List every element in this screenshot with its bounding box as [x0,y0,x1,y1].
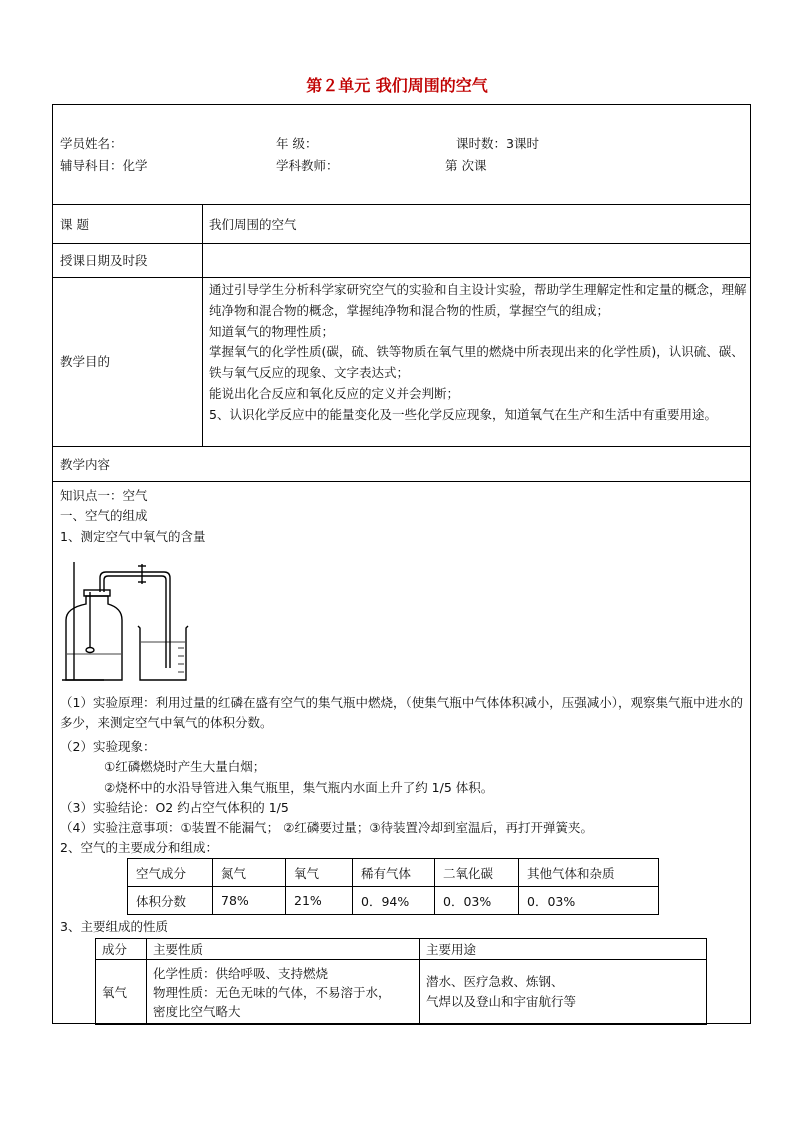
table-cell: 0．94% [353,887,435,915]
oxygen-experiment-apparatus-diagram [60,556,200,682]
property-line: 物理性质：无色无味的气体，不易溶于水， [153,984,391,1000]
table-row [96,960,707,1025]
divider [52,481,751,482]
table-header-cell: 二氧化碳 [435,859,519,887]
table-header-cell: 主要性质 [147,939,420,960]
divider [52,277,751,278]
property-line: 化学性质：供给呼吸、支持燃烧 [153,965,329,981]
grade-label: 年 级： [276,136,318,151]
phenomenon-item: ②烧杯中的水沿导管进入集气瓶里，集气瓶内水面上升了约 1/5 体积。 [104,780,494,795]
table-header-cell: 氧气 [286,859,353,887]
component-properties-table [95,938,707,1025]
subsection-heading: 1、测定空气中氧气的含量 [60,529,206,544]
table-row [128,859,659,887]
table-cell: 21% [286,887,353,915]
subsection-heading: 3、主要组成的性质 [60,919,168,934]
phenomenon-item: ①红磷燃烧时产生大量白烟； [104,759,266,774]
table-cell: 体积分数 [128,887,213,915]
date-label: 授课日期及时段 [60,253,148,268]
hours-label: 课时数：3课时 [456,136,539,151]
table-header-cell: 空气成分 [128,859,213,887]
content-label: 教学内容 [60,457,111,472]
table-row [128,887,659,915]
uses-cell [420,960,707,1025]
subsection-heading: 2、空气的主要成分和组成： [60,840,218,855]
teacher-label: 学科教师： [276,158,339,173]
subject-label: 辅导科目：化学 [60,158,148,173]
table-cell: 78% [213,887,286,915]
objective-item: 5、认识化学反应中的能量变化及一些化学反应现象，知道氧气在生产和生活中有重要用途。 [209,406,717,422]
table-header-cell: 氮气 [213,859,286,887]
session-label: 第 次课 [445,158,487,173]
experiment-principle: （1）实验原理：利用过量的红磷在盛有空气的集气瓶中燃烧，（使集气瓶中气体体积减小，压强减小），观察集气瓶中进水的多少，来测定空气中氧气的体积分数。 [60,695,743,730]
table-cell: 0．03% [519,887,659,915]
column-divider [202,204,203,446]
table-cell: 氧气 [96,960,147,1025]
table-header-cell: 其他气体和杂质 [519,859,659,887]
topic-label: 课 题 [60,217,89,232]
divider [52,243,751,244]
property-line: 密度比空气略大 [153,1003,241,1019]
divider [52,204,751,205]
table-row [96,939,707,960]
properties-cell [147,960,420,1025]
objectives-label: 教学目的 [60,354,111,369]
air-composition-table [127,858,659,915]
table-cell: 0．03% [435,887,519,915]
use-line: 气焊以及登山和宇宙航行等 [426,994,577,1009]
section-heading: 一、空气的组成 [60,508,148,523]
objective-item: 知道氧气的物理性质； [209,323,335,339]
experiment-notes: （4）实验注意事项：①装置不能漏气； ②红磷要过量；③待装置冷却到室温后，再打开弹簧夹。 [60,820,594,835]
page-title: 第２单元 我们周围的空气 [306,76,488,95]
table-header-cell: 稀有气体 [353,859,435,887]
objectives-list [209,280,749,426]
experiment-conclusion: （3）实验结论：O2 约占空气体积的 1/5 [60,800,289,815]
knowledge-point-title: 知识点一：空气 [60,488,148,503]
objective-item: 能说出化合反应和氧化反应的定义并会判断； [209,385,460,401]
student-name-label: 学员姓名： [60,136,123,151]
topic-value: 我们周围的空气 [209,217,297,232]
objective-item: 掌握氧气的化学性质(碳，硫、铁等物质在氧气里的燃烧中所表现出来的化学性质)，认识硫、碳、铁与氧气反应的现象、文字表达式； [209,344,744,381]
use-line: 潜水、医疗急救、炼钢、 [426,974,564,989]
divider [52,446,751,447]
table-header-cell: 主要用途 [420,939,707,960]
phenomena-title: （2）实验现象： [60,739,156,754]
objective-item: 通过引导学生分析科学家研究空气的实验和自主设计实验，帮助学生理解定性和定量的概念，理解纯净物和混合物的概念，掌握纯净物和混合物的性质，掌握空气的组成； [209,282,747,318]
table-header-cell: 成分 [96,939,147,960]
